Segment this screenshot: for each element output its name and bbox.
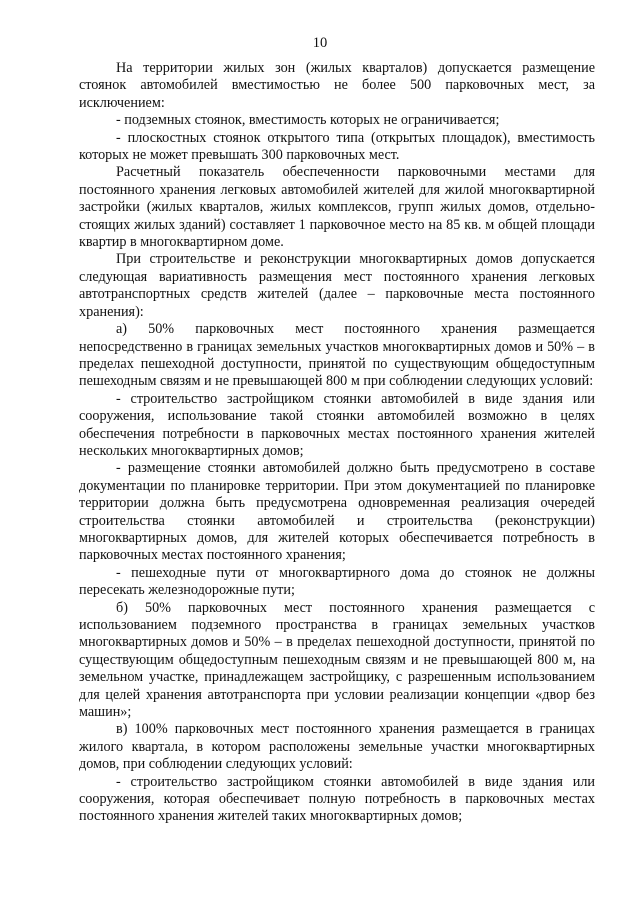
paragraph-option-a: а) 50% парковочных мест постоянного хранения размещается непосредственно в границах земельных участков многоквартирных домов и 50% – в пределах пешеходной доступности, принятой по существующим общедоступным пешеходным связям и не превышающей 800 м при соблюдении следующих условий: (79, 321, 595, 390)
paragraph-residential-zones: На территории жилых зон (жилых кварталов) допускается размещение стоянок автомобилей вместимостью не более 500 парковочных мест, за исключением: (79, 60, 595, 111)
paragraph-option-b: б) 50% парковочных мест постоянного хранения размещается с использованием подземного пространства в границах земельных участков многоквартирных домов и 50% – в пределах пешеходной доступности, принятой по существующим общедоступным пешеходным связям и не превышающей 800 м, на земельном участке, принадлежащем застройщику, с разрешенным использованием для целей хранения автотранспорта при условии реализации концепции «двор без машин»; (79, 599, 595, 721)
paragraph-calculation-indicator: Расчетный показатель обеспеченности парковочными местами для постоянного хранения легковых автомобилей жителей для жилой многоквартирной застройки (жилых кварталов, жилых комплексов, групп жилых домов, отдельно-стоящих жилых зданий) составляет 1 парковочное место на 85 кв. м общей площади квартир в многоквартирном доме. (79, 164, 595, 251)
paragraph-condition-planning: - размещение стоянки автомобилей должно быть предусмотрено в составе документации по планировке территории. При этом документацией по планировке территории должна быть предусмотрена одновременная реализация очередей строительства стоянки автомобилей и строительства (реконструкции) многоквартирных домов, для жителей которых обеспечивается потребность в парковочных местах постоянного хранения; (79, 460, 595, 564)
paragraph-option-c: в) 100% парковочных мест постоянного хранения размещается в границах жилого квартала, в котором расположены земельные участки многоквартирных домов, при соблюдении следующих условий: (79, 721, 595, 773)
document-body (79, 60, 595, 826)
paragraph-condition-construction: - строительство застройщиком стоянки автомобилей в виде здания или сооружения, использование такой стоянки автомобилей возможно в целях обеспечения потребности в парковочных местах постоянного хранения жителей нескольких многоквартирных домов; (79, 390, 595, 459)
paragraph-variability-intro: При строительстве и реконструкции многоквартирных домов допускается следующая вариативность размещения мест постоянного хранения легковых автотранспортных средств жителей (далее – парковочные места постоянного хранения): (79, 251, 595, 320)
paragraph-condition-pedestrian: - пешеходные пути от многоквартирного дома до стоянок не должны пересекать железнодорожные пути; (79, 564, 595, 599)
page-number: 10 (312, 35, 328, 51)
paragraph-condition-full-demand: - строительство застройщиком стоянки автомобилей в виде здания или сооружения, которая обеспечивает полную потребность в парковочных местах постоянного хранения жителей таких многоквартирных домов; (79, 773, 595, 825)
paragraph-open-parking: - плоскостных стоянок открытого типа (открытых площадок), вместимость которых не может превышать 300 парковочных мест. (79, 129, 595, 164)
paragraph-underground-parking: - подземных стоянок, вместимость которых не ограничивается; (116, 112, 500, 129)
